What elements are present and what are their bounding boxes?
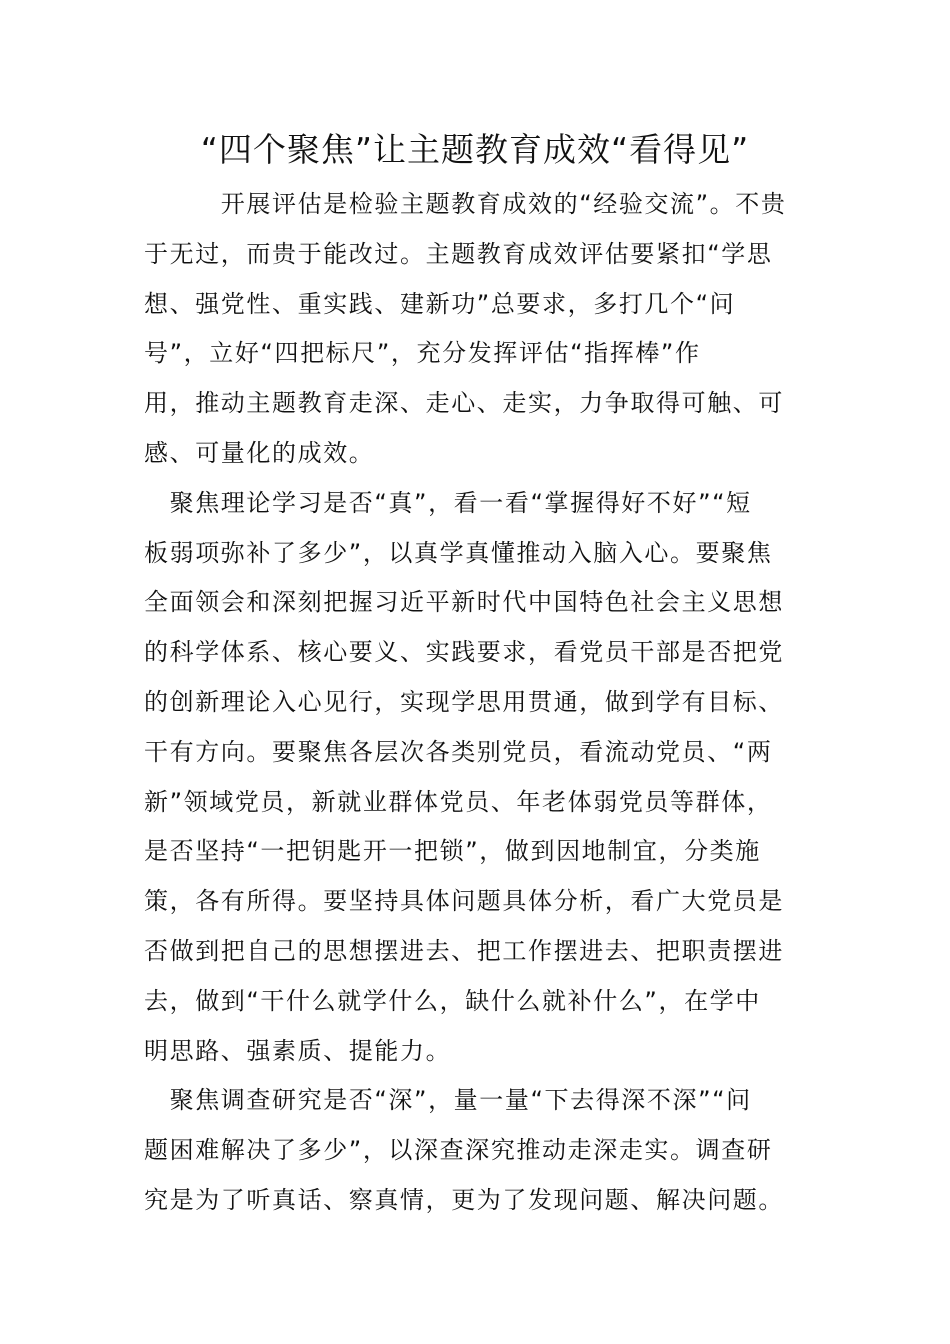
body-line: 新”领域党员，新就业群体党员、年老体弱党员等群体， — [144, 787, 773, 816]
body-line: 开展评估是检验主题教育成效的“经验交流”。不贵 — [144, 190, 787, 218]
body-line: 的创新理论入心见行，实现学思用贯通，做到学有目标、 — [144, 687, 784, 716]
body-line: 聚焦理论学习是否“真”，看一看“掌握得好不好”“短 — [144, 488, 752, 517]
document-body — [144, 180, 810, 1226]
body-line: 究是为了听真话、察真情，更为了发现问题、解决问题。 — [144, 1185, 784, 1214]
body-line: 号”，立好“四把标尺”，充分发挥评估“指挥棒”作 — [144, 339, 701, 368]
body-line: 策，各有所得。要坚持具体问题具体分析，看广大党员是 — [144, 887, 784, 916]
body-line: 板弱项弥补了多少”，以真学真懂推动入脑入心。要聚焦 — [144, 538, 773, 567]
body-line: 题困难解决了多少”，以深查深究推动走深走实。调查研 — [144, 1136, 773, 1165]
body-line: 于无过，而贵于能改过。主题教育成效评估要紧扣“学思 — [144, 239, 773, 268]
body-line: 全面领会和深刻把握习近平新时代中国特色社会主义思想 — [144, 588, 784, 617]
body-line: 想、强党性、重实践、建新功”总要求，多打几个“问 — [144, 289, 736, 318]
document-title: “四个聚焦”让主题教育成效“看得见” — [200, 130, 750, 169]
body-line: 是否坚持“一把钥匙开一把锁”，做到因地制宜，分类施 — [144, 837, 761, 866]
body-line: 去，做到“干什么就学什么，缺什么就补什么”，在学中 — [144, 986, 761, 1015]
body-line: 感、可量化的成效。 — [144, 438, 375, 467]
body-line: 干有方向。要聚焦各层次各类别党员，看流动党员、“两 — [144, 737, 773, 766]
body-line: 明思路、强素质、提能力。 — [144, 1036, 452, 1065]
body-line: 否做到把自己的思想摆进去、把工作摆进去、把职责摆进 — [144, 936, 784, 965]
body-line: 聚焦调查研究是否“深”，量一量“下去得深不深”“问 — [144, 1086, 752, 1115]
body-line: 用，推动主题教育走深、走心、走实，力争取得可触、可 — [144, 389, 784, 418]
body-line: 的科学体系、核心要义、实践要求，看党员干部是否把党 — [144, 638, 784, 667]
